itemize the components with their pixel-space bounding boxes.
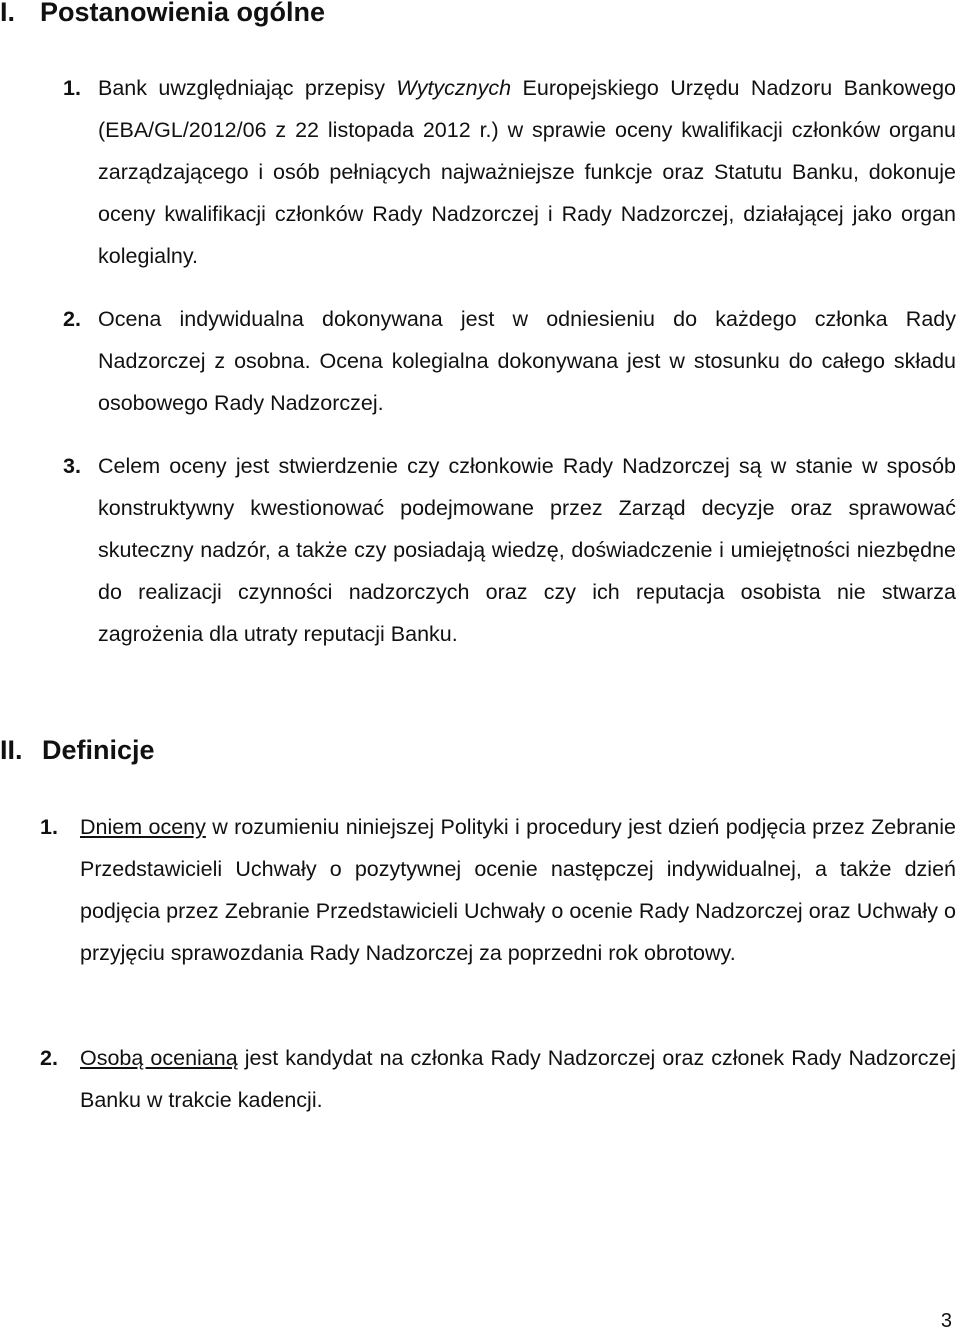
item-text: Bank uwzględniając przepisy [98, 76, 397, 100]
item-number: 1. [40, 815, 58, 839]
section-title: Definicje [42, 735, 155, 765]
definition-item [40, 806, 956, 974]
section-number: II. [0, 735, 23, 765]
section-number: I. [0, 0, 16, 27]
defined-term: Dniem oceny [80, 815, 206, 839]
item-text: Celem oceny jest stwierdzenie czy członkowie Rady Nadzorczej są w stanie w sposób konstruktywny kwestionować podejmowane przez Zarząd decyzje oraz sprawować skuteczny nadzór, a także czy posiadają wiedzę, doświadczenie i umiejętności niezbędne do realizacji czynności nadzorczych oraz czy ich reputacja osobista nie stwarza zagrożenia dla utraty reputacji Banku. [98, 454, 956, 646]
section-heading-definicje [0, 734, 155, 766]
item-text: Ocena indywidualna dokonywana jest w odniesieniu do każdego członka Rady Nadzorczej z osobna. Ocena kolegialna dokonywana jest w stosunku do całego składu osobowego Rady Nadzorczej. [98, 307, 956, 415]
item-number: 2. [63, 307, 81, 331]
definition-item [40, 1037, 957, 1121]
page-number: 3 [940, 1310, 952, 1332]
item-text: jest kandydat na członka Rady Nadzorczej oraz członek Rady Nadzorczej Banku w trakcie kadencji. [80, 1046, 957, 1112]
section-title: Postanowienia ogólne [40, 0, 326, 27]
item-text-italic: Wytycznych [396, 76, 512, 100]
list-item [63, 298, 956, 424]
section-heading-postanowienia [0, 0, 325, 28]
item-number: 1. [63, 76, 81, 100]
defined-term: Osobą ocenianą [80, 1046, 238, 1070]
item-number: 3. [63, 454, 81, 478]
item-number: 2. [40, 1046, 58, 1070]
item-text: w rozumieniu niniejszej Polityki i procedury jest dzień podjęcia przez Zebranie Przedstawicieli Uchwały o pozytywnej ocenie następczej indywidualnej, a także dzień podjęcia przez Zebranie Przedstawicieli Uchwały o ocenie Rady Nadzorczej oraz Uchwały o przyjęciu sprawozdania Rady Nadzorczej za poprzedni rok obrotowy. [80, 815, 956, 965]
list-item [63, 445, 956, 655]
list-item [63, 67, 956, 277]
item-text: Europejskiego Urzędu Nadzoru Bankowego (EBA/GL/2012/06 z 22 listopada 2012 r.) w sprawie oceny kwalifikacji członków organu zarządzającego i osób pełniących najważniejsze funkcje oraz Statutu Banku, dokonuje oceny kwalifikacji członków Rady Nadzorczej i Rady Nadzorczej, działającej jako organ kolegialny. [98, 76, 956, 268]
